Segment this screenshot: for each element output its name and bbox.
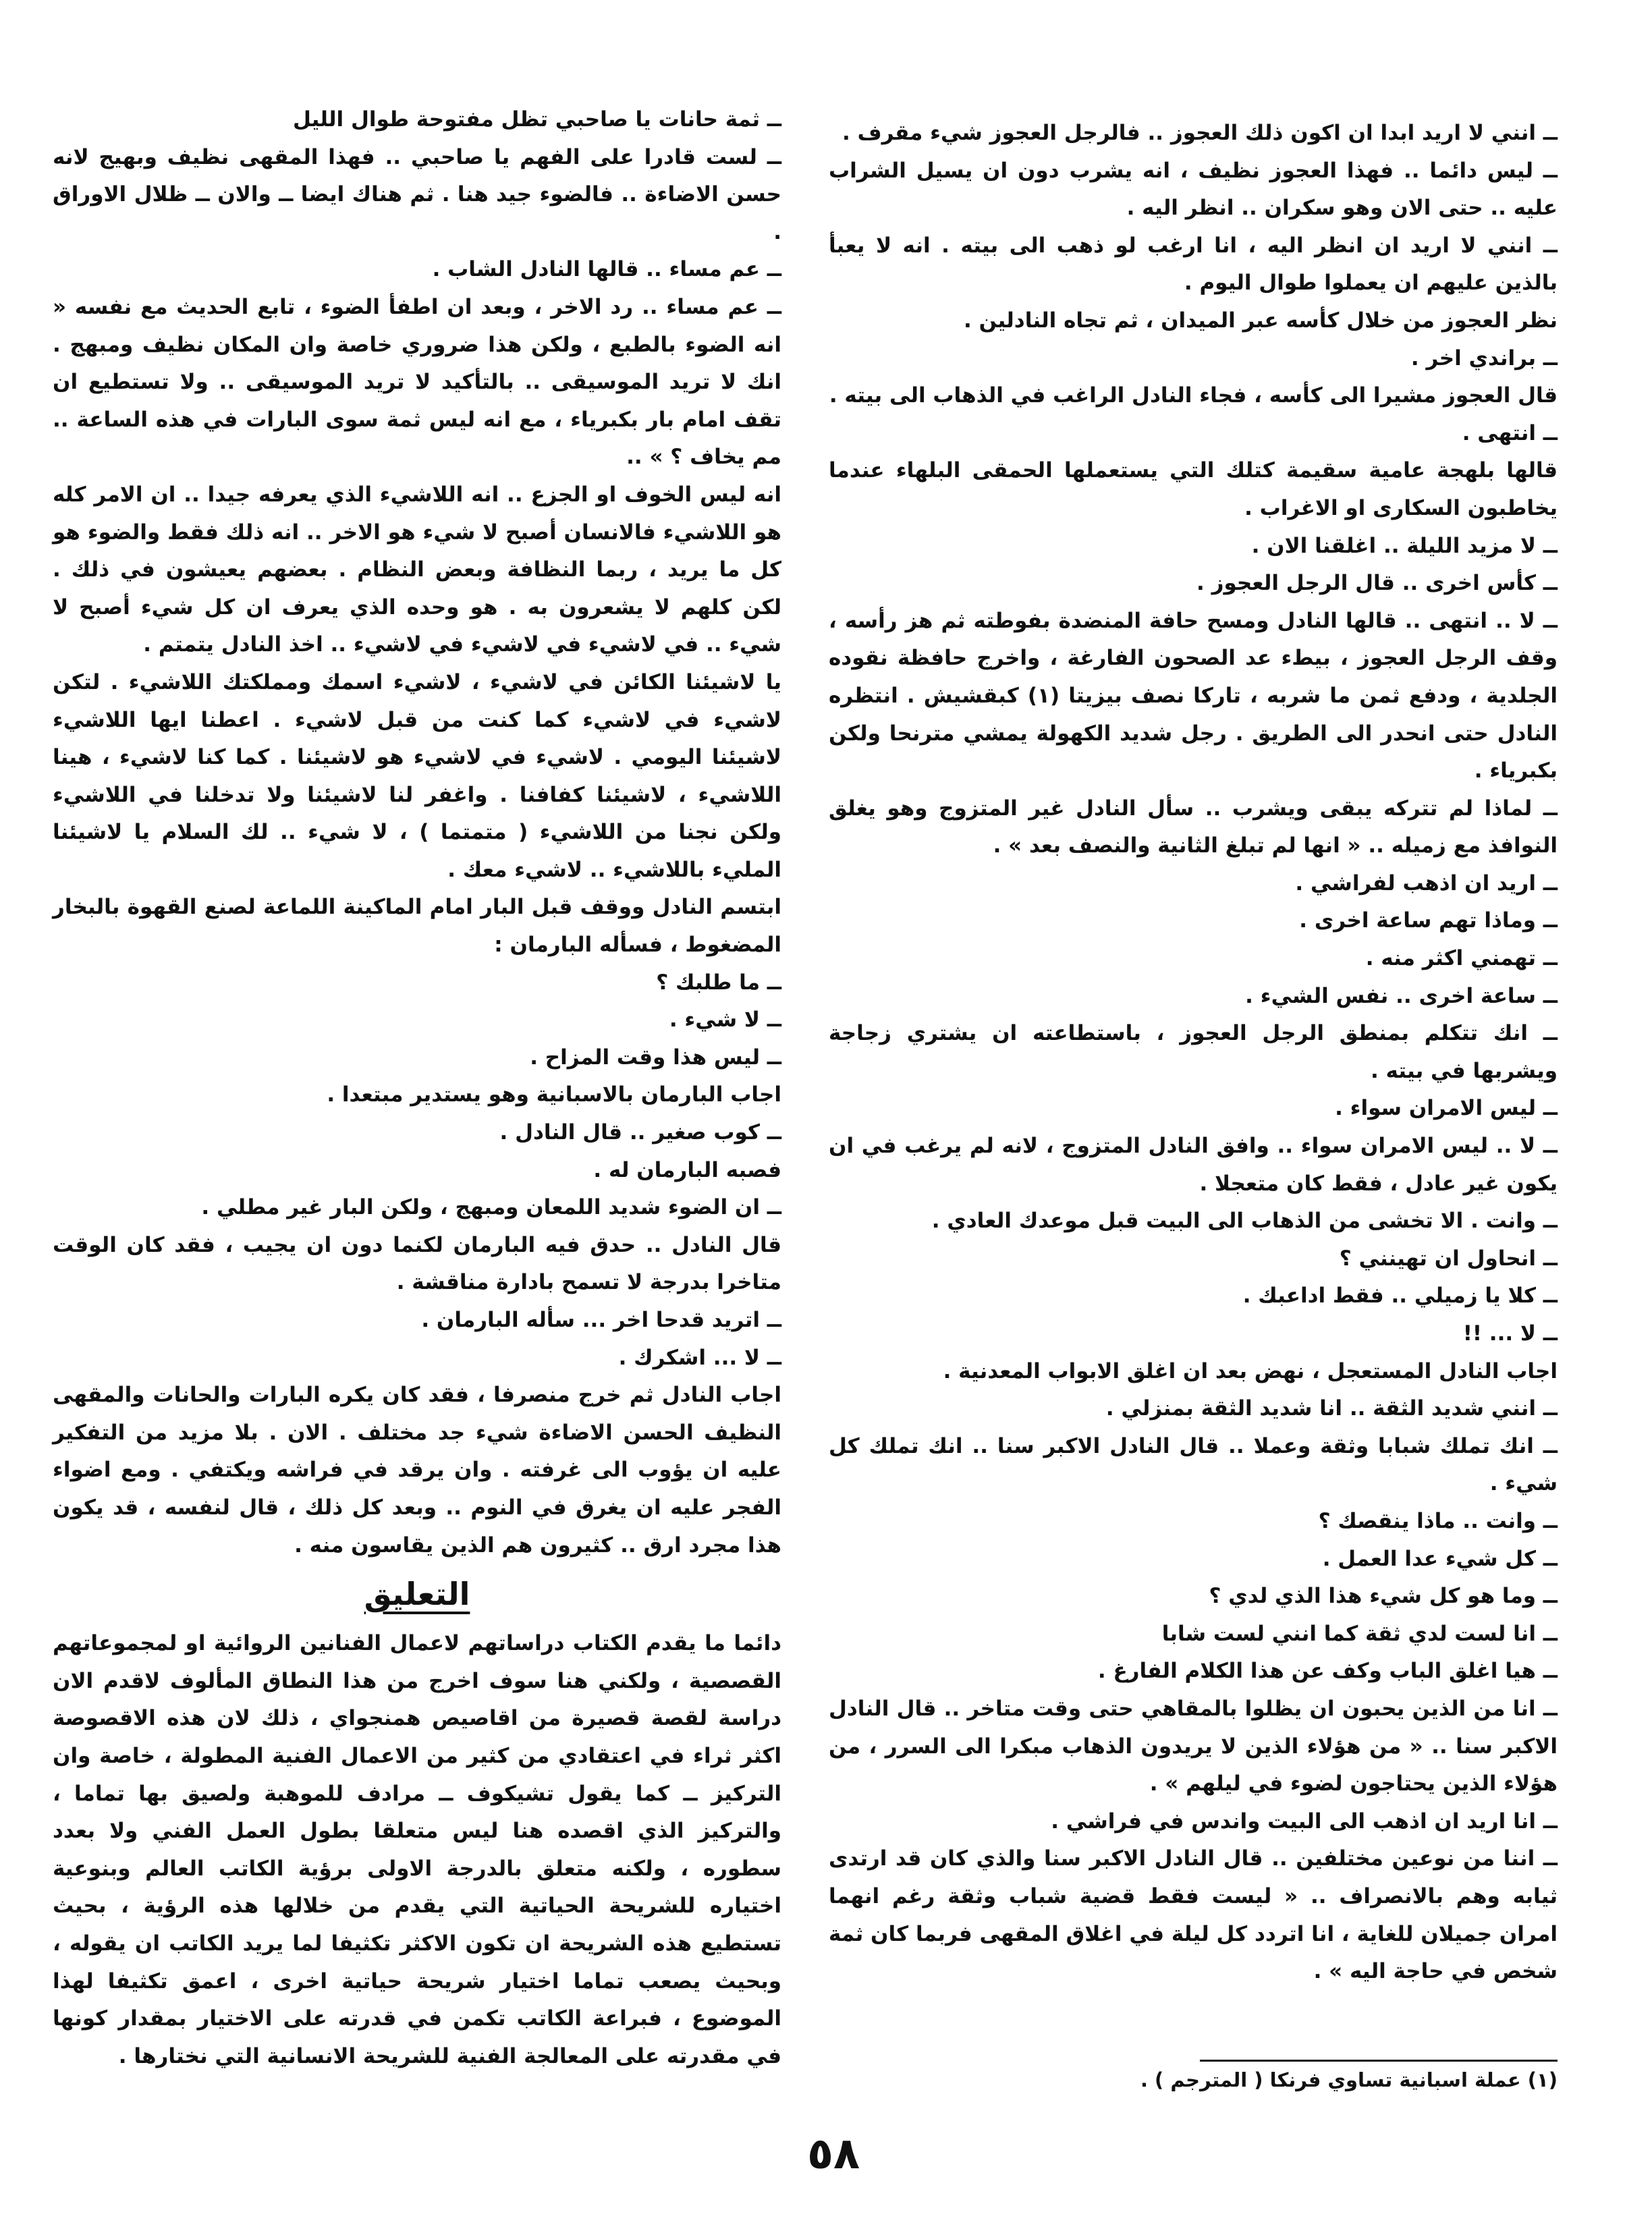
paragraph: ــ كلا يا زميلي .. فقط اداعبك . bbox=[1242, 1284, 1558, 1309]
paragraph: ــ ثمة حانات يا صاحبي تظل مفتوحة طوال الليل bbox=[292, 107, 781, 132]
paragraph: ــ ان الضوء شديد اللمعان ومبهج ، ولكن البار غير مطلي . bbox=[201, 1195, 781, 1220]
section-heading: التعليق bbox=[364, 1576, 470, 1613]
left-column bbox=[53, 101, 781, 2075]
paragraph: قال العجوز مشيرا الى كأسه ، فجاء النادل الراغب في الذهاب الى بيته . bbox=[829, 383, 1558, 408]
paragraph: قال النادل .. حدق فيه البارمان لكنما دون ان يجيب ، فقد كان الوقت متاخرا بدرجة لا تسمح بادارة مناقشة . bbox=[53, 1232, 781, 1295]
paragraph: فصبه البارمان له . bbox=[593, 1157, 781, 1182]
paragraph: ــ لست قادرا على الفهم يا صاحبي .. فهذا المقهى نظيف وبهيج لانه حسن الاضاءة .. فالضوء جيد هنا . ثم هناك ايضا ــ والان ــ ظلال الاوراق . bbox=[53, 144, 781, 244]
paragraph: ــ وانت .. ماذا ينقصك ؟ bbox=[1318, 1508, 1558, 1533]
paragraph: ــ براندي اخر . bbox=[1410, 346, 1558, 370]
paragraph: ــ لا مزيد الليلة .. اغلقنا الان . bbox=[1251, 533, 1558, 558]
right-column bbox=[829, 115, 1558, 1991]
paragraph: دائما ما يقدم الكتاب دراساتهم لاعمال الفنانين الروائية او لمجموعاتهم القصصية ، ولكني هنا سوف اخرج من هذا النطاق المألوف لاقدم الان دراسة لقصة قصيرة من اقاصيص همنجواي ، ذلك لان هذه الاقصوصة اكثر ثراء في اعتقادي من كثير من الاعمال الفنية المطولة ، خاصة وان التركيز ــ كما يقول تشيكوف ــ مرادف للموهبة ولصيق بها تماما ، والتركيز الذي اقصده هنا ليس متعلقا بطول العمل الفني ولا بعدد سطوره ، ولكنه متعلق بالدرجة الاولى برؤية الكاتب العالم وبنوعية اختياره للشريحة الحياتية التي يقدم من خلالها هذه الرؤية ، بحيث تستطيع هذه الشريحة ان تكون الاكثر تكثيفا لما يريد الكاتب ان يقوله ، وبحيث يصعب تماما اختيار شريحة حياتية اخرى ، اعمق تكثيفا لهذا الموضوع ، فبراعة الكاتب تكمن في قدرته على الاختيار بمقدار كونها في مقدرته على المعالجة الفنية للشريحة الانسانية التي نختارها . bbox=[53, 1631, 781, 2068]
paragraph: ــ انك تملك شبابا وثقة وعملا .. قال النادل الاكبر سنا .. انك تملك كل شيء . bbox=[829, 1433, 1558, 1496]
paragraph: ــ انا اريد ان اذهب الى البيت واندس في فراشي . bbox=[1051, 1809, 1558, 1834]
paragraph: ــ لماذا لم تتركه يبقى ويشرب .. سأل النادل غير المتزوج وهو يغلق النوافذ مع زميله .. « انها لم تبلغ الثانية والنصف بعد » . bbox=[829, 796, 1558, 858]
paragraph: ــ اتريد قدحا اخر ... سأله البارمان . bbox=[421, 1308, 781, 1332]
paragraph: اجاب البارمان بالاسبانية وهو يستدير مبتعدا . bbox=[327, 1082, 781, 1107]
paragraph: ــ اريد ان اذهب لفراشي . bbox=[1295, 871, 1558, 896]
paragraph: ــ كل شيء عدا العمل . bbox=[1322, 1546, 1558, 1571]
paragraph: قالها بلهجة عامية سقيمة كتلك التي يستعملها الحمقى البلهاء عندما يخاطبون السكارى او الاغراب . bbox=[829, 458, 1558, 520]
paragraph: ــ ليس الامران سواء . bbox=[1335, 1096, 1558, 1121]
paragraph: ــ عم مساء .. قالها النادل الشاب . bbox=[432, 257, 781, 282]
paragraph: ــ وما هو كل شيء هذا الذي لدي ؟ bbox=[1209, 1584, 1558, 1609]
paragraph: ــ وماذا تهم ساعة اخرى . bbox=[1299, 908, 1558, 933]
paragraph: ــ كأس اخرى .. قال الرجل العجوز . bbox=[1196, 571, 1558, 596]
footnote-divider bbox=[1200, 2060, 1558, 2062]
paragraph: ــ ما طلبك ؟ bbox=[656, 970, 781, 995]
paragraph: ــ لا .. ليس الامران سواء .. وافق النادل المتزوج ، لانه لم يرغب في ان يكون غير عادل ، فقط كان متعجلا . bbox=[829, 1134, 1558, 1196]
paragraph: يا لاشيئنا الكائن في لاشيء ، لاشيء اسمك ومملكتك اللاشيء . لتكن لاشيء في لاشيء كما كنت من قبل لاشيء . اعطنا ايها اللاشيء لاشيئنا اليومي . لاشيء في لاشيء هو لاشيئنا . كما كنا لاشيء ، هينا اللاشيء ، لاشيئنا كفافنا . واغفر لنا لاشيئنا ولا تدخلنا في اللاشيء ولكن نجنا من اللاشيء ( متمتما ) ، لا شيء .. لك السلام يا لاشيئنا المليء باللاشيء .. لاشيء معك . bbox=[53, 669, 781, 882]
paragraph: ابتسم النادل ووقف قبل البار امام الماكينة اللماعة لصنع القهوة بالبخار المضغوط ، فسأله البارمان : bbox=[53, 895, 781, 958]
paragraph: ــ انتهى . bbox=[1462, 420, 1558, 445]
paragraph: ــ ساعة اخرى .. نفس الشيء . bbox=[1245, 983, 1558, 1008]
paragraph: ــ انك تتكلم بمنطق الرجل العجوز ، باستطاعته ان يشتري زجاجة ويشربها في بيته . bbox=[829, 1021, 1558, 1083]
paragraph: ــ وانت . الا تخشى من الذهاب الى البيت قبل موعدك العادي . bbox=[931, 1209, 1558, 1234]
paragraph: ــ انا لست لدي ثقة كما انني لست شابا bbox=[1161, 1621, 1558, 1646]
paragraph: ــ انحاول ان تهينني ؟ bbox=[1339, 1246, 1558, 1271]
paragraph: ــ كوب صغير .. قال النادل . bbox=[499, 1120, 781, 1145]
paragraph: ــ ليس هذا وقت المزاح . bbox=[530, 1045, 781, 1070]
paragraph: ــ تهمني اكثر منه . bbox=[1365, 946, 1558, 971]
paragraph: ــ ليس دائما .. فهذا العجوز نظيف ، انه يشرب دون ان يسيل الشراب عليه .. حتى الان وهو سكران .. انظر اليه . bbox=[829, 158, 1558, 221]
paragraph: ــ لا شيء . bbox=[669, 1008, 781, 1033]
paragraph: ــ عم مساء .. رد الاخر ، وبعد ان اطفأ الضوء ، تابع الحديث مع نفسه « انه الضوء بالطبع ، ولكن هذا ضروري خاصة وان المكان نظيف ومبهج . انك لا تريد الموسيقى .. بالتأكيد لا تريد الموسيقى .. ولا تستطيع ان تقف امام بار بكبرياء ، مع انه ليس ثمة سوى البارات في هذه الساعة .. مم يخاف ؟ » .. bbox=[53, 294, 781, 470]
paragraph: ــ لا ... اشكرك . bbox=[618, 1345, 781, 1370]
paragraph: ــ لا .. انتهى .. قالها النادل ومسح حافة المنضدة بفوطته ثم هز رأسه ، وقف الرجل العجوز ، بيطء عد الصحون الفارغة ، واخرج حافظة نقوده الجلدية ، ودفع ثمن ما شربه ، تاركا نصف بيزيتا (١) كبقشيش . انتظره النادل حتى انحدر الى الطريق . رجل شديد الكهولة يمشي مترنحا ولكن بكبرياء . bbox=[829, 608, 1558, 783]
paragraph: ــ هيا اغلق الباب وكف عن هذا الكلام الفارغ . bbox=[1097, 1659, 1558, 1684]
paragraph: ــ انني لا اريد ان انظر اليه ، انا ارغب لو ذهب الى بيته . انه لا يعبأ بالذين عليهم ان يعملوا طوال اليوم . bbox=[829, 233, 1558, 296]
paragraph: ــ اننا من نوعين مختلفين .. قال النادل الاكبر سنا والذي كان قد ارتدى ثيابه وهم بالانصراف .. « ليست فقط قضية شباب وثقة رغم انهما امران جميلان للغاية ، انا اتردد كل ليلة في اغلاق المقهى فربما كان ثمة شخص في حاجة اليه » . bbox=[829, 1846, 1558, 1984]
paragraph: اجاب النادل المستعجل ، نهض بعد ان اغلق الابواب المعدنية . bbox=[943, 1358, 1558, 1383]
paragraph: ــ لا ... !! bbox=[1462, 1321, 1558, 1346]
paragraph: ــ انني لا اريد ابدا ان اكون ذلك العجوز .. فالرجل العجوز شيء مقرف . bbox=[842, 121, 1558, 145]
paragraph: انه ليس الخوف او الجزع .. انه اللاشيء الذي يعرفه جيدا .. ان الامر كله هو اللاشيء فالانسان أصبح لا شيء هو الاخر .. انه ذلك فقط والضوء هو كل ما يريد ، ربما النظافة وبعض النظام . بعضهم يعيشون في ذلك . لكن كلهم لا يشعرون به . هو وحده الذي يعرف ان كل شيء أصبح لا شيء .. في لاشيء في لاشيء في لاشيء .. اخذ النادل يتمتم . bbox=[53, 482, 781, 657]
paragraph: نظر العجوز من خلال كأسه عبر الميدان ، ثم تجاه النادلين . bbox=[964, 308, 1558, 333]
page-number: ٥٨ bbox=[806, 2129, 860, 2179]
footnote: (١) عملة اسبانية تساوي فرنكا ( المترجم ) . bbox=[1140, 2068, 1558, 2091]
paragraph: اجاب النادل ثم خرج منصرفا ، فقد كان يكره البارات والحانات والمقهى النظيف الحسن الاضاءة شيء جد مختلف . الان . بلا مزيد من التفكير عليه ان يؤوب الى غرفته . وان يرقد في فراشه ويكتفي . ومع اضواء الفجر عليه ان يغرق في النوم .. وبعد كل ذلك ، قال لنفسه ، قد يكون هذا مجرد ارق .. كثيرون هم الذين يقاسون منه . bbox=[53, 1383, 781, 1558]
paragraph: ــ انا من الذين يحبون ان يظلوا بالمقاهي حتى وقت متاخر .. قال النادل الاكبر سنا .. « من هؤلاء الذين لا يريدون الذهاب مبكرا الى السرر ، من هؤلاء الذين يحتاجون لضوء في ليلهم » . bbox=[829, 1696, 1558, 1796]
paragraph: ــ انني شديد الثقة .. انا شديد الثقة بمنزلي . bbox=[1105, 1396, 1558, 1421]
